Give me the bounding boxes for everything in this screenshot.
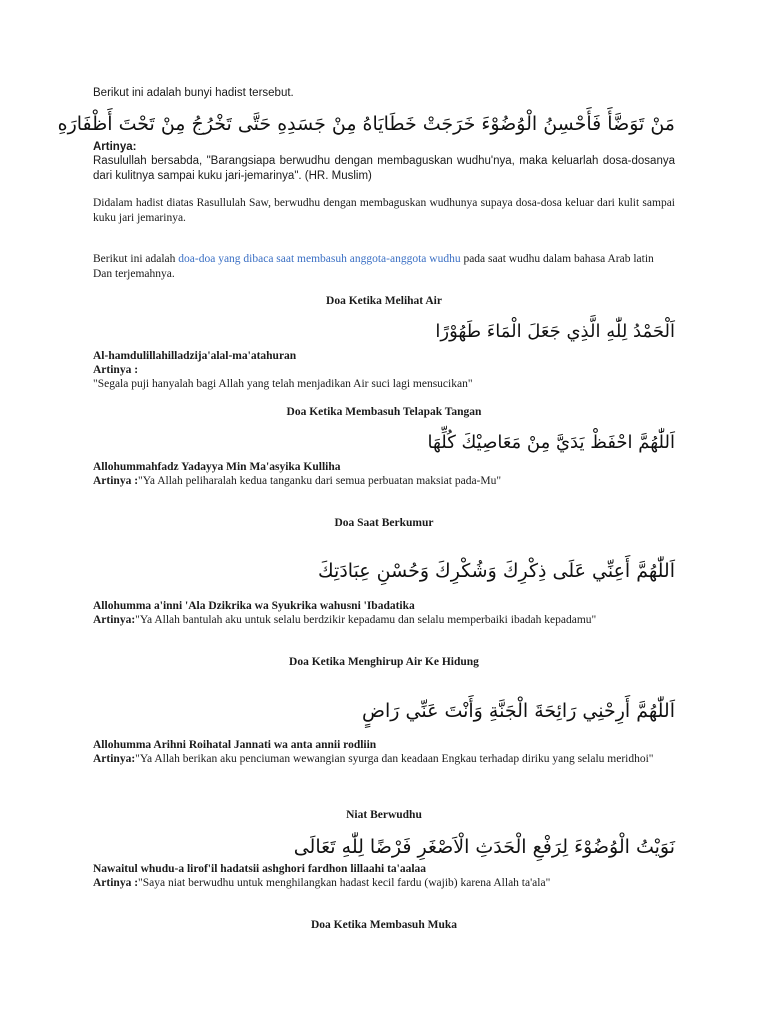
section-title: Doa Ketika Membasuh Muka (311, 919, 457, 931)
section-arabic: نَوَيْتُ الْوُضُوْءَ لِرَفْعِ الْحَدَثِ الْاَصْغَرِ فَرْضًا لِلّٰهِ تَعَالَى (293, 836, 675, 858)
intro-text: Berikut ini adalah bunyi hadist tersebut. (93, 87, 294, 99)
meaning-label: Artinya: (93, 614, 136, 626)
meaning-label: Artinya : (93, 475, 139, 487)
section-latin: Allohumma Arihni Roihatal Jannati wa anta annii rodliin (93, 739, 377, 751)
section-meaning (93, 363, 675, 378)
section-meaning (93, 876, 675, 891)
section-latin: Al-hamdulillahilladzija'alal-ma'atahuran (93, 350, 297, 362)
hadith-label: Artinya: (93, 141, 137, 153)
section-arabic: اَللّٰهُمَّ أَرِحْنِي رَائِحَةَ الْجَنَّةِ وَأَنْتَ عَنِّي رَاضٍ (362, 700, 675, 722)
section-translation: "Segala puji hanyalah bagi Allah yang telah menjadikan Air suci lagi mensucikan" (93, 378, 473, 390)
meaning-label: Artinya: (93, 753, 136, 765)
doa-intro-link[interactable]: doa-doa yang dibaca saat membasuh anggota-anggota wudhu (178, 253, 461, 265)
section-title: Doa Ketika Menghirup Air Ke Hidung (289, 656, 479, 668)
section-meaning (93, 752, 675, 767)
section-arabic: اَللّٰهُمَّ احْفَظْ يَدَيَّ مِنْ مَعَاصِيْكَ كُلِّهَا (427, 432, 675, 453)
doa-intro-before: Berikut ini adalah (93, 253, 179, 265)
hadith-arabic: مَنْ تَوَضَّأَ فَأَحْسِنُ الْوُضُوْءَ خَرَجَتْ خَطَايَاهُ مِنْ جَسَدِهِ حَتَّى تَخْرُجُ مِنْ تَحْتَ أَظْفَارَهِ (57, 113, 675, 135)
meaning-label: Artinya : (93, 877, 139, 889)
doa-intro-paragraph (93, 252, 675, 282)
section-latin: Allohumma a'inni 'Ala Dzikrika wa Syukrika wahusni 'Ibadatika (93, 600, 415, 612)
meaning-text: "Saya niat berwudhu untuk menghilangkan hadast kecil fardu (wajib) karena Allah ta'ala" (138, 877, 551, 889)
meaning-text: "Ya Allah berikan aku penciuman wewangian syurga dan keadaan Engkau terhadap diriku yang selalu meridhoi" (135, 753, 654, 765)
section-latin: Nawaitul whudu-a lirof'il hadatsii ashghori fardhon lillaahi ta'aalaa (93, 863, 427, 875)
section-latin: Allohummahfadz Yadayya Min Ma'asyika Kulliha (93, 461, 341, 473)
meaning-text: "Ya Allah peliharalah kedua tanganku dari semua perbuatan maksiat pada-Mu" (138, 475, 502, 487)
section-title: Doa Ketika Melihat Air (326, 295, 442, 307)
section-arabic: اَلْحَمْدُ لِلّٰهِ الَّذِي جَعَلَ الْمَاءَ طَهُوْرًا (435, 321, 675, 342)
meaning-label: Artinya : (93, 364, 139, 376)
meaning-text: "Ya Allah bantulah aku untuk selalu berdzikir kepadamu dan selalu memperbaiki ibadah kepadamu" (135, 614, 597, 626)
section-arabic: اَللّٰهُمَّ أَعِنِّي عَلَى ذِكْرِكَ وَشُكْرِكَ وَحُسْنِ عِبَادَتِكَ (318, 560, 675, 582)
doa-intro-after: pada saat wudhu dalam bahasa Arab latin Dan terjemahnya. (93, 253, 654, 280)
section-title: Niat Berwudhu (346, 809, 422, 821)
section-meaning (93, 613, 675, 628)
section-meaning (93, 474, 675, 489)
section-title: Doa Saat Berkumur (334, 517, 434, 529)
explanation-paragraph: Didalam hadist diatas Rasullulah Saw, berwudhu dengan membaguskan wudhunya supaya dosa-dosa keluar dari kulit sampai kuku jari jemarinya. (93, 197, 675, 224)
hadith-translation: Rasulullah bersabda, "Barangsiapa berwudhu dengan membaguskan wudhu'nya, maka keluarlah dosa-dosanya dari kulitnya sampai kuku jari-jemarinya". (HR. Muslim) (93, 155, 675, 182)
section-title: Doa Ketika Membasuh Telapak Tangan (286, 406, 482, 418)
